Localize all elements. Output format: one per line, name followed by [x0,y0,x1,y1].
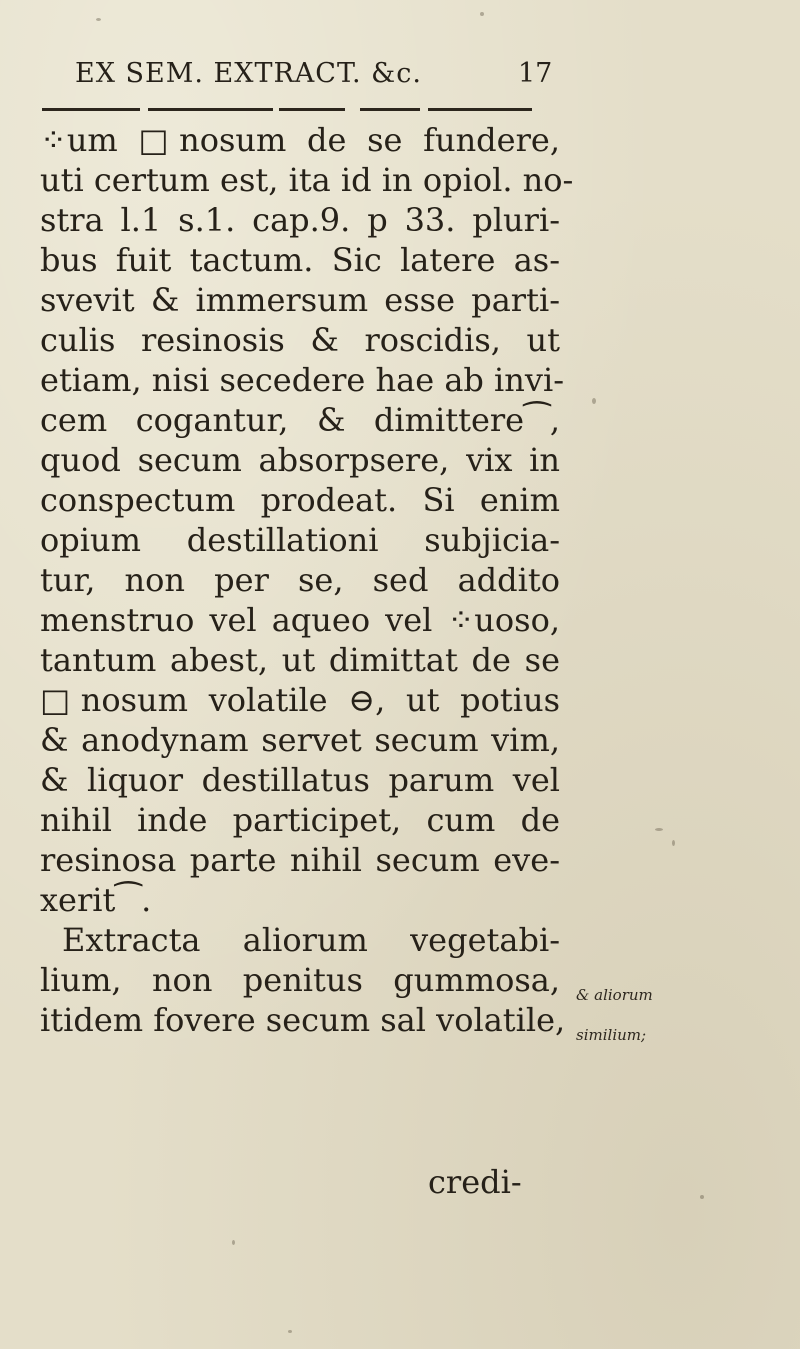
body-text [40,120,574,1040]
text-line: Extracta aliorum vegetabi- [62,921,560,959]
text-line: tur, non per se, sed addito [40,561,560,599]
margin-note-line: similium; [576,1026,647,1044]
page-header [75,58,555,98]
text-line: quod secum absorpsere, vix in [40,441,560,479]
text-line: etiam, nisi secedere hae ab invi- [40,361,565,399]
text-line: uti certum est, ita id in opiol. no- [40,161,574,199]
text-line: conspectum prodeat. Si enim [40,481,560,519]
catchword: credi- [428,1163,522,1201]
paper-speck [672,840,675,846]
text-line: cem cogantur, & dimittere⁀, [40,401,560,439]
paper-speck [592,398,596,404]
text-line: ⁘um □nosum de se fundere, [40,121,560,159]
page-number: 17 [518,58,553,89]
paper-speck [288,1330,292,1333]
text-line: resinosa parte nihil secum eve- [40,841,560,879]
text-line: & liquor destillatus parum vel [40,761,560,799]
paper-speck [232,1240,235,1245]
text-line: bus fuit tactum. Sic latere as- [40,241,560,279]
header-rule [42,106,532,112]
paper-speck [655,828,663,831]
margin-note-line: & aliorum [576,986,653,1004]
text-line: opium destillationi subjicia- [40,521,560,559]
text-line: & anodynam servet secum vim, [40,721,560,759]
paper-speck [700,1195,704,1199]
paper-speck [480,12,484,16]
text-line: menstruo vel aqueo vel ⁘uoso, [40,601,560,639]
text-line: tantum abest, ut dimittat de se [40,641,560,679]
text-line: xerit⁀. [40,881,152,919]
text-line: □nosum volatile ⊖, ut potius [40,681,560,719]
paper-speck [96,18,101,21]
text-line: svevit & immersum esse parti- [40,281,560,319]
text-line: stra l.1 s.1. cap.9. p 33. pluri- [40,201,560,239]
text-line: culis resinosis & roscidis, ut [40,321,560,359]
text-line: itidem fovere secum sal volatile, [40,1001,566,1039]
text-line: lium, non penitus gummosa, [40,961,560,999]
running-head: EX SEM. EXTRACT. &c. [75,58,422,89]
text-line: nihil inde participet, cum de [40,801,560,839]
margin-note [576,975,711,1055]
